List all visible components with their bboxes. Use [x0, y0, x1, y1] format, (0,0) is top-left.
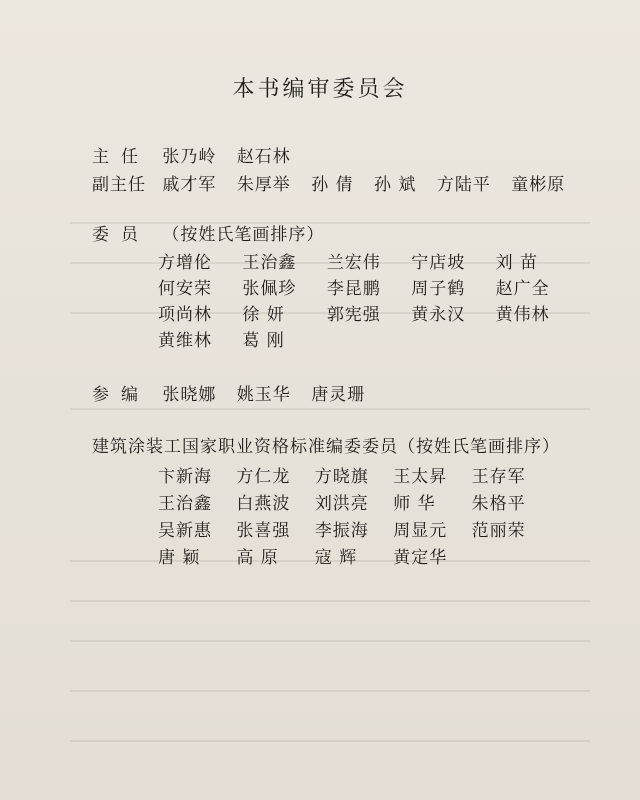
person-name: 吴新惠: [158, 521, 212, 541]
standards-committee-heading: 建筑涂装工国家职业资格标准编委委员（按姓氏笔画排序）: [92, 437, 560, 457]
person-name: 方晓旗: [314, 467, 369, 487]
person-name: 朱格平: [471, 494, 526, 514]
person-name: 范丽荣: [471, 521, 526, 541]
person-name: 赵石林: [236, 147, 291, 167]
person-name: 寇 辉: [314, 548, 358, 568]
person-name: 张佩珍: [242, 279, 297, 299]
person-name: 孙 倩: [311, 175, 354, 195]
person-name: 方陆平: [436, 175, 491, 195]
person-name: 项尚林: [158, 305, 212, 325]
person-name: 王存军: [471, 467, 526, 487]
person-name: 刘 苗: [495, 253, 539, 273]
director-names: [162, 147, 304, 167]
members-row: [158, 274, 574, 299]
person-name: 唐灵珊: [311, 385, 366, 405]
members-row: [158, 326, 320, 351]
advisors-row: [92, 380, 379, 405]
person-name: 方增伦: [158, 253, 212, 273]
person-name: 宁店坡: [411, 253, 466, 273]
person-name: 卞新海: [158, 467, 212, 487]
director-label: 主任: [92, 147, 150, 167]
standards-committee-row: [158, 462, 544, 487]
person-name: 黄定华: [393, 548, 448, 568]
person-name: 王治鑫: [158, 494, 212, 514]
person-name: 何安荣: [158, 279, 212, 299]
deputy-director-row: [92, 170, 579, 195]
bleed-through-line: [70, 690, 590, 692]
bleed-through-line: [70, 640, 590, 642]
deputy-director-names: [162, 175, 579, 195]
advisors-label: 参编: [92, 385, 150, 405]
person-name: 戚才军: [162, 175, 217, 195]
person-name: 周显元: [393, 521, 448, 541]
members-row: [158, 248, 574, 273]
person-name: 李昆鹏: [326, 279, 381, 299]
person-name: 周子鹤: [411, 279, 466, 299]
person-name: 方仁龙: [236, 467, 291, 487]
bleed-through-line: [70, 740, 590, 742]
person-name: 黄维林: [158, 331, 212, 351]
person-name: 葛 刚: [242, 331, 285, 351]
members-sort-note: （按姓氏笔画排序）: [162, 225, 325, 245]
page-title: 本书编审委员会: [232, 77, 408, 102]
person-name: 张喜强: [236, 521, 291, 541]
person-name: 王太昇: [393, 467, 448, 487]
deputy-director-label: 副主任: [92, 175, 146, 195]
person-name: 张乃岭: [162, 147, 217, 167]
person-name: 兰宏伟: [326, 253, 381, 273]
person-name: 赵广全: [495, 279, 550, 299]
person-name: 郭宪强: [326, 305, 381, 325]
person-name: 姚玉华: [236, 385, 291, 405]
standards-committee-row: [158, 543, 465, 568]
person-name: 孙 斌: [374, 175, 417, 195]
members-label: 委员: [92, 225, 150, 245]
person-name: 李振海: [314, 521, 369, 541]
person-name: 王治鑫: [242, 253, 297, 273]
person-name: 徐 妍: [242, 305, 285, 325]
person-name: 黄伟林: [495, 305, 550, 325]
bleed-through-line: [70, 408, 590, 410]
advisors-names: [162, 385, 379, 405]
person-name: 刘洪亮: [314, 494, 369, 514]
person-name: 高 原: [236, 548, 279, 568]
person-name: 童彬原: [511, 175, 566, 195]
bleed-through-line: [70, 600, 590, 602]
person-name: 朱厚举: [236, 175, 291, 195]
person-name: 唐 颖: [158, 548, 201, 568]
director-row: [92, 142, 305, 167]
standards-committee-row: [158, 489, 544, 514]
person-name: 黄永汉: [411, 305, 466, 325]
person-name: 师 华: [393, 494, 436, 514]
members-row: [158, 300, 574, 325]
standards-committee-row: [158, 516, 544, 541]
members-heading-row: [92, 220, 324, 245]
person-name: 白燕波: [236, 494, 291, 514]
person-name: 张晓娜: [162, 385, 217, 405]
